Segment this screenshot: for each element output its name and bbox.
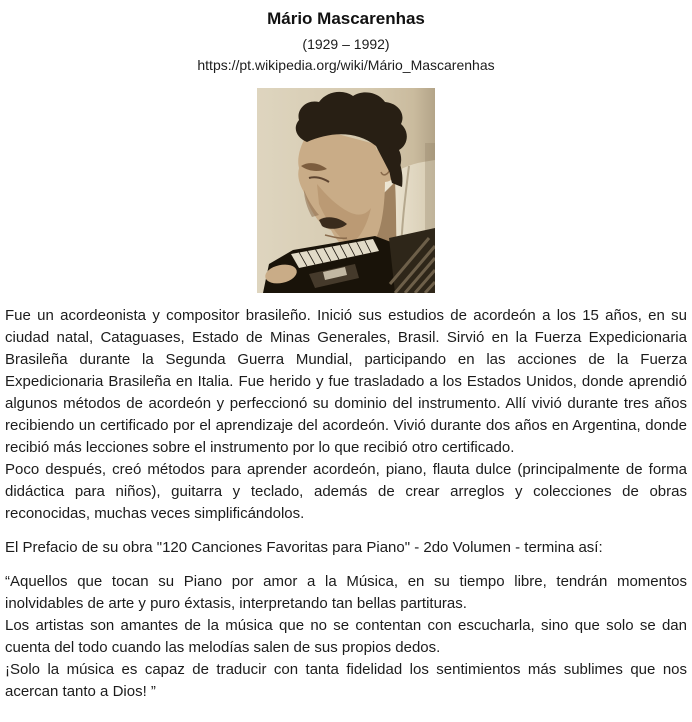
paragraph-bio-2: Poco después, creó métodos para aprender acordeón, piano, flauta dulce (principalmente de forma didáctica para niños), guitarra y teclado, además de crear arreglos y colecciones de obras reconocidas, muchas veces simplificándolos. [5,461,687,522]
paragraph-preface-intro: El Prefacio de su obra "120 Canciones Favoritas para Piano" - 2do Volumen - termina así: [5,539,603,556]
portrait-photo-container [0,88,692,293]
paragraph-quote-3: ¡Solo la música es capaz de traducir con tanta fidelidad los sentimientos más sublimes que nos acercan tanto a Dios! ” [5,661,687,700]
portrait-illustration [257,88,435,293]
page-title: Mário Mascarenhas [267,9,425,28]
paragraph-bio-1: Fue un acordeonista y compositor brasileño. Inició sus estudios de acordeón a los 15 años, en su ciudad natal, Cataguases, Estado de Minas Generales, Brasil. Sirvió en la Fuerza Expedicionaria Brasileña durante la Segunda Guerra Mundial, participando en las acciones de la Fuerza Expedicionaria Brasileña en Italia. Fue herido y fue trasladado a los Estados Unidos, donde aprendió algunos métodos de acordeón y perfeccionó su dominio del instrumento. Allí vivió durante tres años recibiendo un certificado por el aprendizaje del acordeón. Vivió durante dos años en Argentina, donde recibió más lecciones sobre el instrumento por lo que recibió otro certificado. [5,307,687,456]
document-body [0,305,692,703]
wikipedia-url[interactable]: https://pt.wikipedia.org/wiki/Mário_Mascarenhas [197,57,495,73]
portrait-photo [257,88,435,293]
lifespan-years: (1929 – 1992) [302,36,390,52]
document-header [0,0,692,75]
paragraph-quote-1: “Aquellos que tocan su Piano por amor a la Música, en su tiempo libre, tendrán momentos inolvidables de arte y puro éxtasis, interpretando tan bellas partituras. [5,573,687,612]
paragraph-quote-2: Los artistas son amantes de la música que no se contentan con escucharla, sino que solo se dan cuenta del todo cuando las melodías salen de sus propios dedos. [5,617,687,656]
